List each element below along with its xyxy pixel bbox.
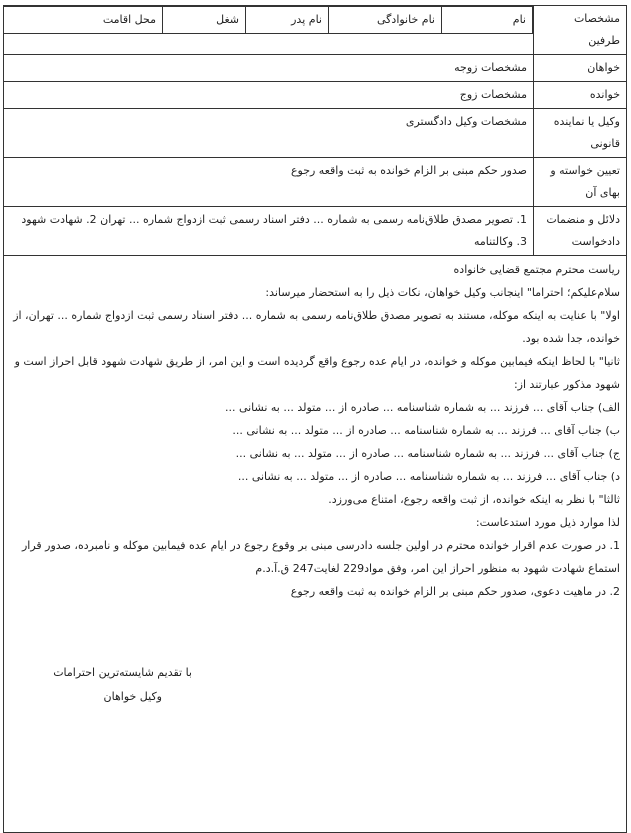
petition-form (3, 5, 627, 833)
lawyer-label: وکیل یا نماینده قانونی (534, 109, 627, 158)
parties-columns (4, 6, 533, 34)
col-name: نام (442, 7, 533, 34)
claim-row (4, 158, 627, 207)
claim-label: تعیین خواسته و بهای آن (534, 158, 627, 207)
body-line-addressee: ریاست محترم مجتمع قضایی خانواده (453, 263, 620, 276)
body-row (4, 256, 627, 833)
body-line-first: اولا" با عنایت به اینکه موکله، مستند به تصویر مصدق طلاق‌نامه رسمی به شماره ... دفتر اسناد رسمی ثبت ازدواج شماره ... تهران، از خوانده، جدا شده بود. (13, 309, 620, 345)
defendant-label: خوانده (534, 82, 627, 109)
col-father-name: نام پدر (246, 7, 329, 34)
signature-block (10, 661, 620, 709)
col-family-name: نام خانوادگی (329, 7, 442, 34)
witness-line-3: ج) جناب آقای ... فرزند ... به شماره شناسنامه ... صادره از ... متولد ... به نشانی ... (235, 447, 620, 460)
witness-line-4: د) جناب آقای ... فرزند ... به شماره شناسنامه ... صادره از ... متولد ... به نشانی ... (237, 470, 620, 483)
col-residence: محل اقامت (4, 7, 163, 34)
evidence-label: دلائل و منضمات دادخواست (534, 207, 627, 256)
plaintiff-value: مشخصات زوجه (4, 55, 534, 82)
parties-header-row (4, 6, 627, 55)
body-line-second: ثانیا" با لحاظ اینکه فیمابین موکله و خوانده، در ایام عده رجوع واقع گردیده است و این امر، از طریق شهادت شهود قابل احراز است و شهود مذکور عبارتند از: (14, 355, 620, 391)
closing-text: با تقدیم شایسته‌ترین احترامات (53, 666, 192, 679)
plaintiff-row (4, 55, 627, 82)
body-line-third: ثالثا" با نظر به اینکه خوانده، از ثبت واقعه رجوع، امتناع می‌ورزد. (328, 493, 620, 506)
request-item-1: 1. در صورت عدم اقرار خوانده محترم در اولین جلسه دادرسی مبنی بر وقوع رجوع در ایام عده فیمابین موکله و نامبرده، صدور قرار استماع شهادت شهود به منظور احراز این امر، وفق مواد229 لغایت247 ق.آ.د.م (21, 539, 620, 575)
col-job: شغل (163, 7, 246, 34)
signature-text: وکیل خواهان (103, 690, 162, 703)
petition-body (4, 256, 627, 833)
request-item-2: 2. در ماهیت دعوی، صدور حکم مبنی بر الزام خوانده به ثبت واقعه رجوع (290, 585, 620, 598)
evidence-value: 1. تصویر مصدق طلاق‌نامه رسمی به شماره ... دفتر اسناد رسمی ثبت ازدواج شماره ... تهران 2. شهادت شهود 3. وکالتنامه (4, 207, 534, 256)
body-line-greeting: سلام‌علیکم؛ احتراما" اینجانب وکیل خواهان، نکات ذیل را به استحضار میرساند: (265, 286, 620, 299)
lawyer-row (4, 109, 627, 158)
witness-line-2: ب) جناب آقای ... فرزند ... به شماره شناسنامه ... صادره از ... متولد ... به نشانی ... (232, 424, 620, 437)
lawyer-value: مشخصات وکیل دادگستری (4, 109, 534, 158)
parties-title: مشخصات طرفین (534, 6, 627, 55)
claim-value: صدور حکم مبنی بر الزام خوانده به ثبت واقعه رجوع (4, 158, 534, 207)
defendant-row (4, 82, 627, 109)
plaintiff-label: خواهان (534, 55, 627, 82)
body-line-requests-intro: لذا موارد ذیل مورد استدعاست: (475, 516, 620, 529)
witness-line-1: الف) جناب آقای ... فرزند ... به شماره شناسنامه ... صادره از ... متولد ... به نشانی ... (224, 401, 620, 414)
defendant-value: مشخصات زوج (4, 82, 534, 109)
evidence-row (4, 207, 627, 256)
